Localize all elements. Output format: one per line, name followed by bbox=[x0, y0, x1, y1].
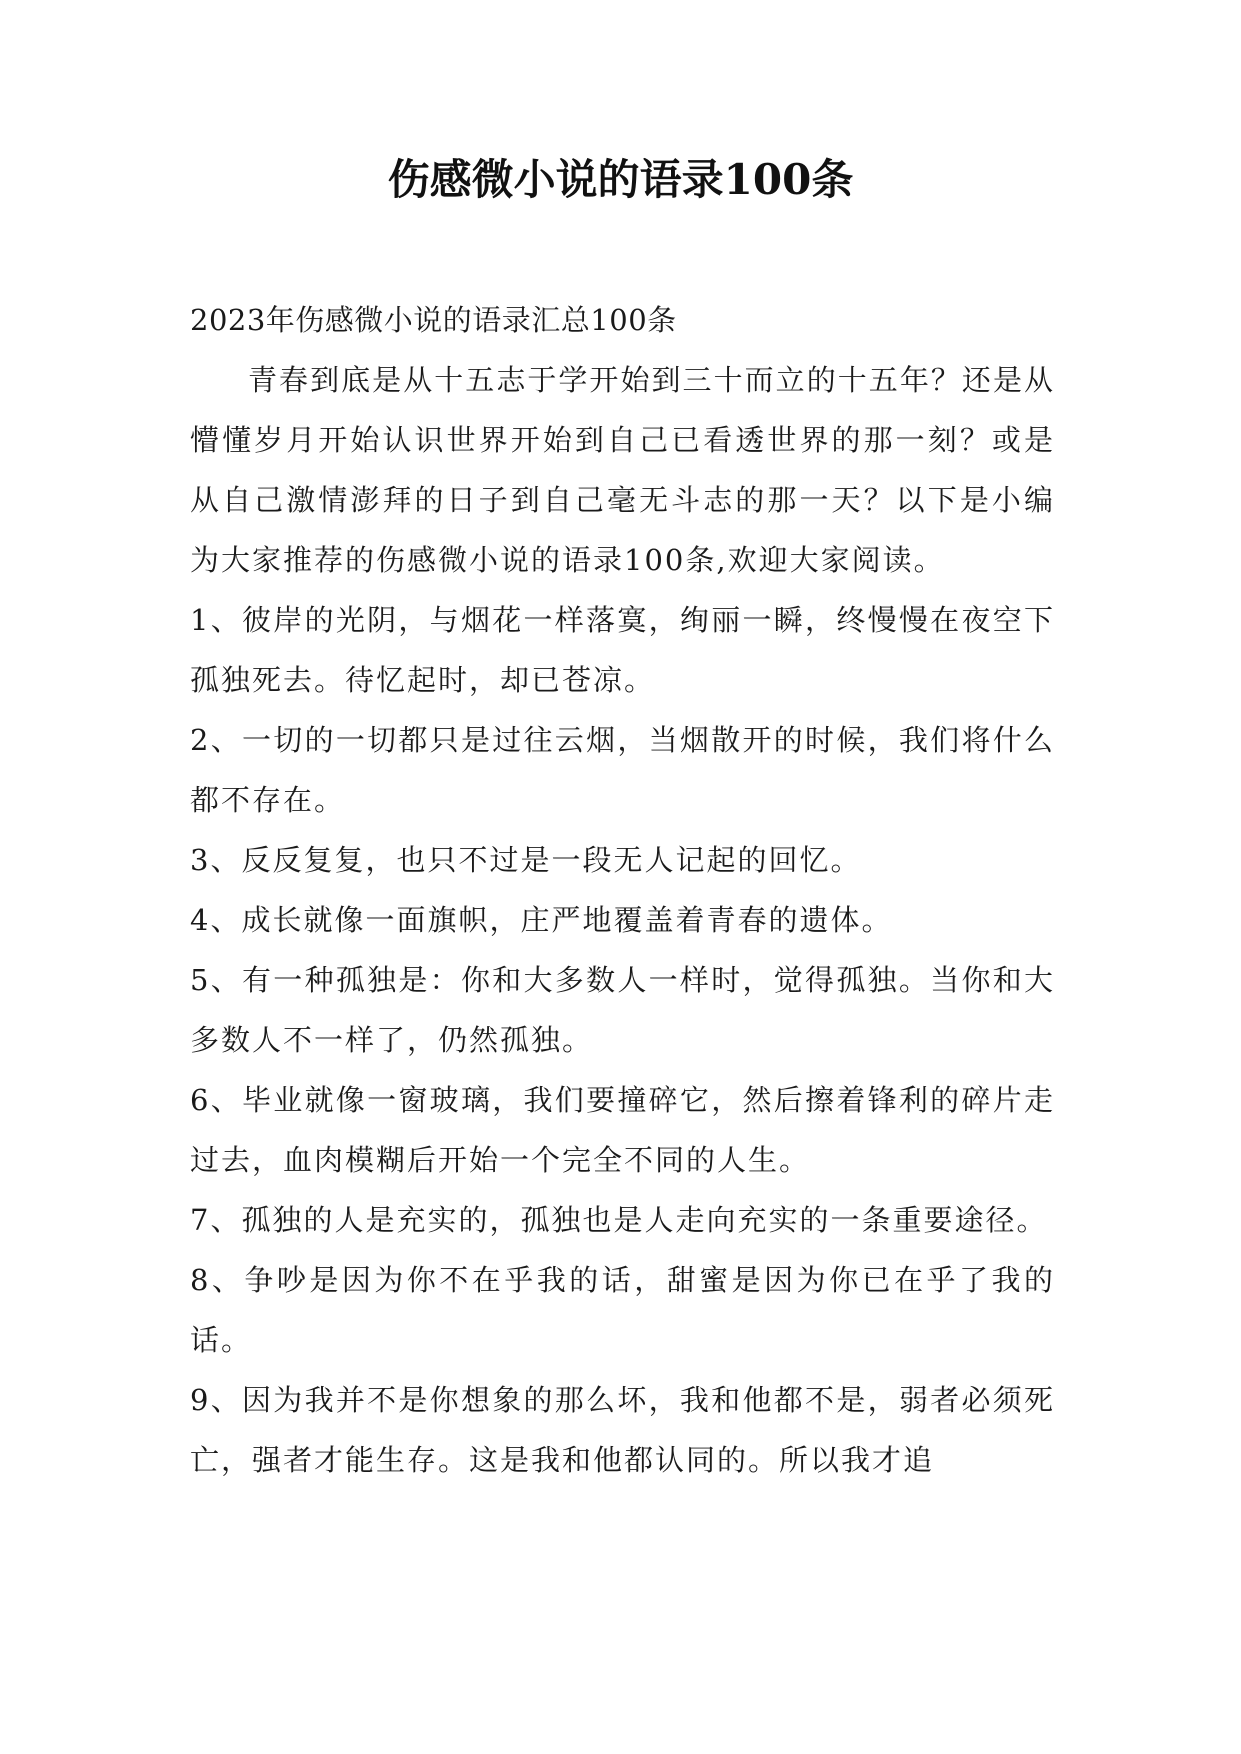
document-title: 伤感微小说的语录100条 bbox=[387, 155, 854, 204]
quote-item-7: 7、孤独的人是充实的，孤独也是人走向充实的一条重要途径。 bbox=[190, 1203, 1048, 1237]
quote-item-1: 1、彼岸的光阴，与烟花一样落寞，绚丽一瞬，终慢慢在夜空下孤独死去。待忆起时，却已苍凉。 bbox=[190, 603, 1055, 697]
quote-item-2: 2、一切的一切都只是过往云烟，当烟散开的时候，我们将什么都不存在。 bbox=[190, 723, 1055, 817]
quote-item-6: 6、毕业就像一窗玻璃，我们要撞碎它，然后擦着锋利的碎片走过去，血肉模糊后开始一个完全不同的人生。 bbox=[190, 1083, 1055, 1177]
quote-item-5: 5、有一种孤独是：你和大多数人一样时，觉得孤独。当你和大多数人不一样了，仍然孤独。 bbox=[190, 963, 1055, 1057]
document-subtitle: 2023年伤感微小说的语录汇总100条 bbox=[190, 303, 677, 337]
quote-item-4: 4、成长就像一面旗帜，庄严地覆盖着青春的遗体。 bbox=[190, 903, 893, 937]
document-body bbox=[190, 290, 1055, 1490]
quote-item-9: 9、因为我并不是你想象的那么坏，我和他都不是，弱者必须死亡，强者才能生存。这是我和他都认同的。所以我才追 bbox=[190, 1383, 1055, 1477]
quote-item-8: 8、争吵是因为你不在乎我的话，甜蜜是因为你已在乎了我的话。 bbox=[190, 1263, 1055, 1357]
quote-item-3: 3、反反复复，也只不过是一段无人记起的回忆。 bbox=[190, 843, 862, 877]
intro-paragraph: 青春到底是从十五志于学开始到三十而立的十五年？还是从懵懂岁月开始认识世界开始到自己已看透世界的那一刻？或是从自己激情澎拜的日子到自己毫无斗志的那一天？以下是小编为大家推荐的伤感微小说的语录100条,欢迎大家阅读。 bbox=[190, 363, 1055, 577]
